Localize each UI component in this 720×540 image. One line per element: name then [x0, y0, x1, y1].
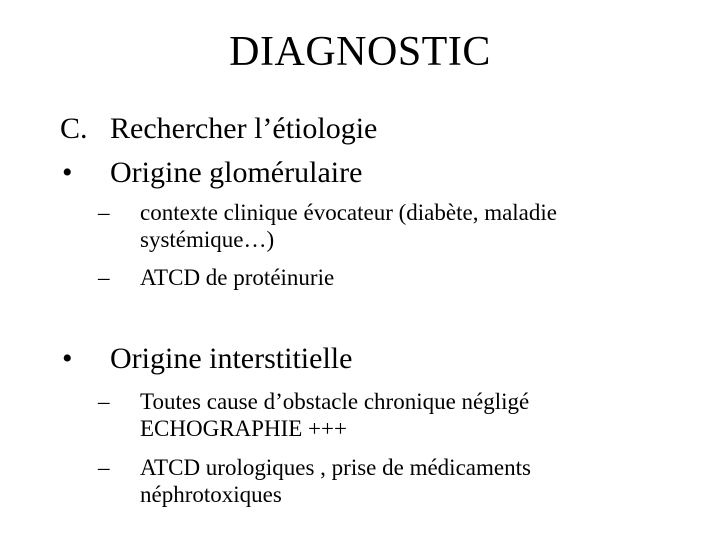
subitem-line: ECHOGRAPHIE +++: [140, 416, 347, 441]
subitem-obstacle-cont: [0, 415, 720, 442]
subitem-clinical-context: [0, 199, 720, 226]
subitem-line: ATCD urologiques , prise de médicaments: [140, 455, 531, 480]
bullet-interstitial: [0, 342, 720, 376]
bullet-text: Origine glomérulaire: [110, 156, 363, 189]
bullet-text: Origine interstitielle: [110, 342, 353, 375]
dash-marker: –: [98, 265, 110, 290]
subitem-line: néphrotoxiques: [140, 482, 282, 507]
dash-marker: –: [98, 455, 110, 480]
subitem-line: ATCD de protéinurie: [140, 265, 335, 290]
bullet-glomerular: [0, 156, 720, 190]
subitem-line: systémique…): [140, 227, 275, 252]
subitem-urological: [0, 454, 720, 481]
slide-title: DIAGNOSTIC: [229, 29, 491, 75]
section-heading: [0, 112, 720, 146]
section-text: Rechercher l’étiologie: [110, 112, 378, 145]
subitem-proteinuria: [0, 264, 720, 291]
dash-marker: –: [98, 389, 110, 414]
dash-marker: –: [98, 200, 110, 225]
subitem-obstacle: [0, 388, 720, 415]
subitem-urological-cont: [0, 481, 720, 508]
bullet-marker: •: [62, 342, 73, 375]
subitem-line: contexte clinique évocateur (diabète, maladie: [140, 200, 557, 225]
subitem-clinical-context-cont: [0, 226, 720, 253]
section-marker: C.: [60, 112, 88, 145]
bullet-marker: •: [62, 156, 73, 189]
subitem-line: Toutes cause d’obstacle chronique négligé: [140, 389, 530, 414]
